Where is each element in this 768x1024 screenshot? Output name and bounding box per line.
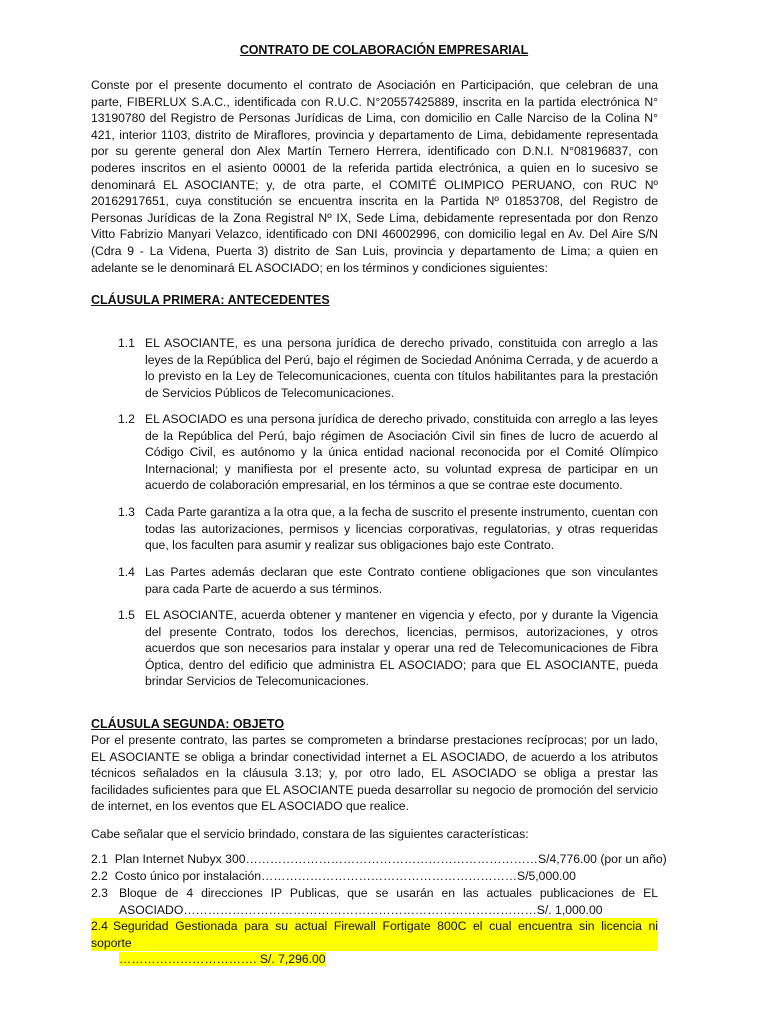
clause-1-heading: CLÁUSULA PRIMERA: ANTECEDENTES — [91, 293, 330, 307]
highlighted-continuation-line — [91, 951, 658, 968]
characteristics-intro: Cabe señalar que el servicio brindado, constara de las siguientes características: — [91, 827, 529, 841]
item-text: EL ASOCIANTE, acuerda obtener y mantener en vigencia y efecto, por y durante la Vigencia del presente Contrato, todos los derechos, licencias, permisos, autorizaciones, y otros acuerdos que son necesarios para instalar y operar una red de Telecomunicaciones de Fibra Óptica, dentro del edificio que administra EL ASOCIADO; para que EL ASOCIANTE, pueda brindar Servicios de Telecomunicaciones. — [145, 608, 658, 689]
objeto-paragraph: Por el presente contrato, las partes se comprometen a brindarse prestaciones recíprocas; por un lado, EL ASOCIANTE se obliga a brindar conectividad internet a EL ASOCIADO, de acuerdo a los atributos técnicos señalados en la cláusula 3.13; y, por otro lado, EL ASOCIADO se obliga a prestar las facilidades suficientes para que EL ASOCIANTE pueda desarrollar su negocio de promoción del servicio de internet, en los eventos que EL ASOCIADO que realice. — [91, 733, 658, 814]
clause-item-1-3 — [118, 504, 658, 554]
clause-item-1-4 — [118, 564, 658, 597]
clause-item-1-1 — [118, 335, 658, 401]
item-number: 1.1 — [118, 336, 135, 350]
cost-continuation: ASOCIADO……………………………………………………………………………S/. 1,000.00 — [119, 902, 603, 917]
cost-item-2-4-highlighted — [91, 918, 658, 968]
cost-number: 2.4 — [91, 919, 108, 933]
item-number: 1.3 — [118, 505, 135, 519]
item-number: 1.2 — [118, 412, 135, 426]
clause-item-1-5 — [118, 607, 658, 690]
cost-text: Plan Internet Nubyx 300………………………………………………………………S/4,776.00 (por un año) — [114, 852, 667, 866]
item-text: Cada Parte garantiza a la otra que, a la fecha de suscrito el presente instrumento, cuentan con todas las autorizaciones, permisos y licencias corporativas, regulatorias, y otras requeridas que, los faculten para asumir y realizar sus obligaciones bajo este Contrato. — [145, 505, 658, 553]
cost-text: Costo único por instalación………………………………………………………S/5,000.00 — [114, 869, 576, 883]
cost-text: Bloque de 4 direcciones IP Publicas, que se usarán en las actuales publicaciones de EL — [119, 886, 658, 900]
cost-item-2-2 — [91, 868, 658, 885]
cost-number: 2.3 — [91, 886, 108, 900]
cost-number: 2.2 — [91, 869, 108, 883]
cost-text: Seguridad Gestionada para su actual Firewall Fortigate 800C el cual encuentra sin licencia ni soporte — [91, 919, 658, 950]
item-number: 1.4 — [118, 565, 135, 579]
item-number: 1.5 — [118, 608, 135, 622]
contract-title: CONTRATO DE COLABORACIÓN EMPRESARIAL — [239, 43, 529, 57]
clause-item-1-2 — [118, 411, 658, 494]
item-text: Las Partes además declaran que este Contrato contiene obligaciones que son vinculantes para cada Parte de acuerdo a sus términos. — [145, 565, 658, 596]
cost-item-2-1 — [91, 851, 667, 868]
item-text: EL ASOCIADO es una persona jurídica de derecho privado, constituida con arreglo a las leyes de la República del Perú, bajo régimen de Asociación Civil sin fines de lucro de acuerdo al Código Civil, es autónomo y la única entidad nacional reconocida por el Comité Olímpico Internacional; y manifiesta por el presente acto, su voluntad expresa de participar en un acuerdo de colaboración empresarial, en los términos a que se contrae este documento. — [145, 412, 658, 493]
cost-item-2-3 — [91, 885, 658, 918]
cost-number: 2.1 — [91, 852, 108, 866]
intro-paragraph: Conste por el presente documento el contrato de Asociación en Participación, que celebran de una parte, FIBERLUX S.A.C., identificada con R.U.C. N°20557425889, inscrita en la partida electrónica N° 13190780 del Registro de Personas Jurídicas de Lima, con domicilio en Calle Narciso de la Colina N° 421, interior 1103, distrito de Miraflores, provincia y departamento de Lima, debidamente representada por su gerente general don Alex Martín Ternero Herrera, identificado con D.N.I. N°08196837, con poderes inscritos en el asiento 00001 de la referida partida electrónica, a quien en lo sucesivo se denominará EL ASOCIANTE; y, de otra parte, el COMITÉ OLIMPICO PERUANO, con RUC Nº 20162917651, cuya constitución se encuentra inscrita en la Partida Nº 01853708, del Registro de Personas Jurídicas de la Zona Registral Nº IX, Sede Lima, debidamente representada por don Renzo Vitto Fabrizio Manyari Velazco, identificado con DNI 46002996, con domicilio legal en Av. Del Aire S/N (Cdra 9 - La Videna, Puerta 3) distrito de San Luis, provincia y departamento de Lima; a quien en adelante se le denominará EL ASOCIADO; en los términos y condiciones siguientes: — [91, 78, 658, 275]
clause-2-heading: CLÁUSULA SEGUNDA: OBJETO — [91, 717, 285, 731]
item-text: EL ASOCIANTE, es una persona jurídica de derecho privado, constituida con arreglo a las leyes de la República del Perú, bajo el régimen de Sociedad Anónima Cerrada, y de acuerdo a lo previsto en la Ley de Telecomunicaciones, cuenta con títulos habilitantes para la prestación de Servicios Públicos de Telecomunicaciones. — [145, 336, 658, 400]
cost-continuation: ……………………………. S/. 7,296.00 — [119, 952, 326, 967]
highlighted-line — [91, 918, 658, 951]
